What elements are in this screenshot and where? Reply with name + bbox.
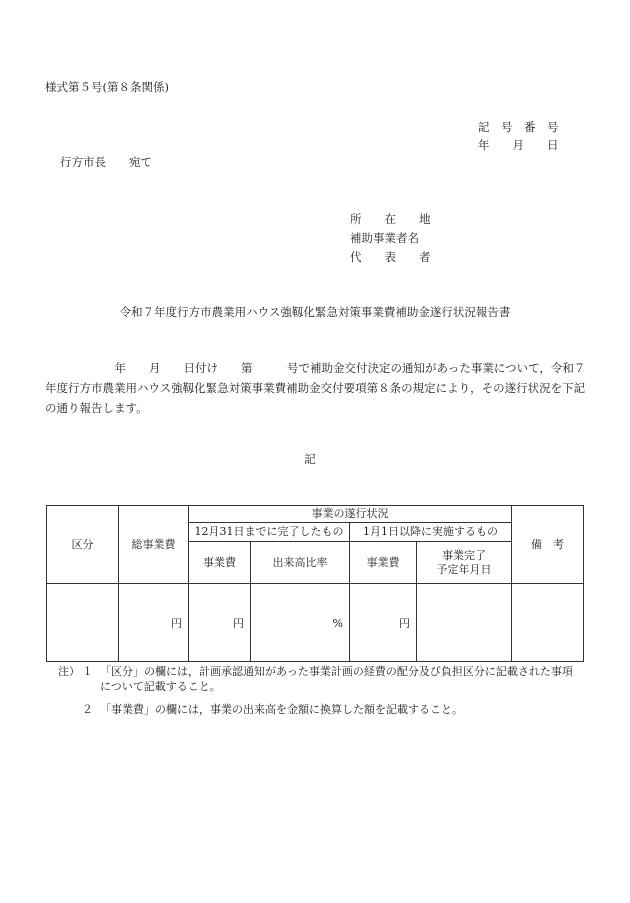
header-after-jan1: 1月1日以降に実施するもの [350, 523, 512, 542]
body-text: 年 月 日付け 第 号で補助金交付決定の通知があった事業について，令和７年度行方市農業用ハウス強靱化緊急対策事業費補助金交付要項第８条の規定により，その遂行状況を下記の通り報告します。 [45, 361, 586, 415]
cell-cost-done: 円 [189, 584, 251, 662]
notes-section [58, 664, 578, 725]
note-text: 「事業費」の欄には，事業の出来高を金額に換算した額を記載すること。 [100, 703, 463, 716]
header-right-block [478, 120, 559, 156]
subheader-cost-done: 事業費 [189, 542, 251, 584]
body-paragraph [45, 358, 590, 418]
applicant-block [350, 212, 431, 269]
subheader-ratio: 出来高比率 [251, 542, 350, 584]
applicant-representative-label: 代 表 者 [350, 250, 431, 264]
date-label: 年 月 日 [478, 138, 559, 152]
completion-date-line2: 予定年月日 [436, 562, 492, 576]
subheader-completion-date [417, 542, 512, 584]
completion-date-line1: 事業完了 [442, 548, 486, 562]
cell-remarks [512, 584, 584, 662]
applicant-name-label: 補助事業者名 [350, 231, 419, 245]
note-item [58, 664, 578, 694]
header-completed-by-dec31: 12月31日までに完了したもの [189, 523, 350, 542]
header-remarks: 備 考 [512, 506, 584, 584]
note-text: 「区分」の欄には，計画承認通知があった事業計画の経費の配分及び負担区分に記載された事項について記載すること。 [100, 665, 573, 693]
cell-total-cost: 円 [119, 584, 189, 662]
header-progress-status: 事業の遂行状況 [189, 506, 512, 523]
status-table [46, 505, 584, 662]
cell-cost-after: 円 [350, 584, 417, 662]
cell-completion-date [417, 584, 512, 662]
subheader-cost-after: 事業費 [350, 542, 417, 584]
form-number: 様式第５号(第８条関係) [45, 80, 169, 94]
document-number-label: 記 号 番 号 [478, 120, 559, 134]
ki-heading: 記 [304, 452, 316, 466]
note-number: ２ [82, 703, 93, 716]
applicant-address-label: 所 在 地 [350, 212, 431, 226]
cell-ratio: % [251, 584, 350, 662]
note-number: １ [82, 665, 93, 678]
document-title: 令和７年度行方市農業用ハウス強靱化緊急対策事業費補助金遂行状況報告書 [119, 305, 511, 319]
notes-label: 注） [58, 665, 80, 678]
cell-kubun [47, 584, 119, 662]
addressee: 行方市長 宛て [60, 155, 152, 169]
header-total-cost: 総事業費 [119, 506, 189, 584]
note-item [58, 702, 578, 717]
header-kubun: 区分 [47, 506, 119, 584]
